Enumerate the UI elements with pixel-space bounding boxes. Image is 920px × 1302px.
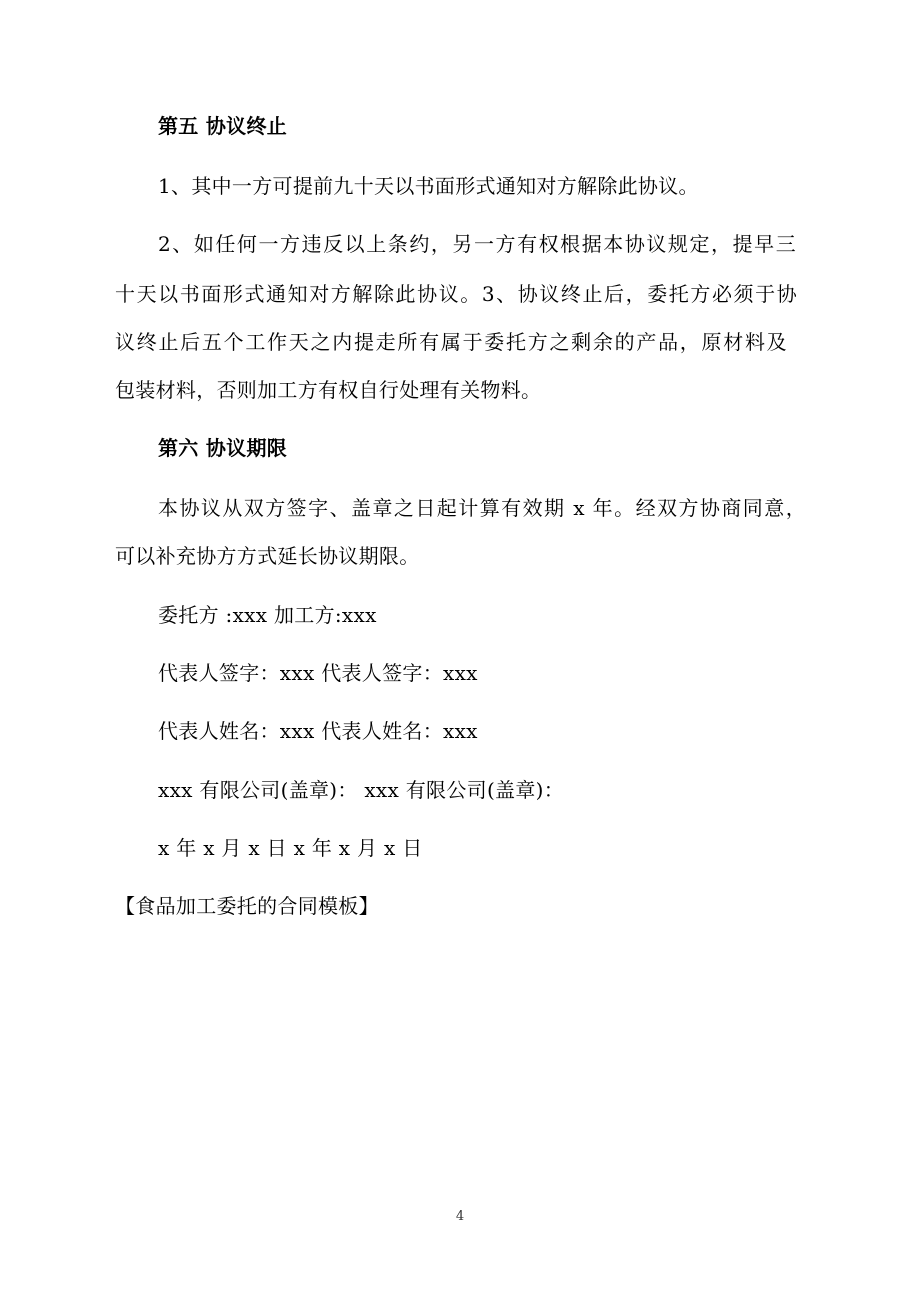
- section-5-clause-1: 1、其中一方可提前九十天以书面形式通知对方解除此协议。: [158, 174, 699, 198]
- signature-representative-name: 代表人姓名：xxx 代表人姓名：xxx: [158, 719, 478, 743]
- section-5-clause-2-line-4: 包装材料，否则加工方有权自行处理有关物料。: [115, 378, 542, 402]
- next-document-title: 【食品加工委托的合同模板】: [115, 894, 379, 918]
- section-5-clause-2-line-1: 2、如任何一方违反以上条约，另一方有权根据本协议规定，提早三: [158, 232, 796, 256]
- section-6-heading: 第六 协议期限: [158, 436, 288, 460]
- signature-date: x 年 x 月 x 日 x 年 x 月 x 日: [158, 836, 423, 860]
- section-6-paragraph-line-1: 本协议从双方签字、盖章之日起计算有效期 x 年。经双方协商同意，: [158, 496, 806, 520]
- signature-company-seal: xxx 有限公司(盖章)： xxx 有限公司(盖章)：: [158, 778, 565, 802]
- section-5-clause-2-line-3: 议终止后五个工作天之内提走所有属于委托方之剩余的产品，原材料及: [115, 330, 787, 354]
- section-5-clause-2-line-2: 十天以书面形式通知对方解除此协议。3、协议终止后，委托方必须于协: [115, 282, 797, 306]
- signature-representative-signature: 代表人签字：xxx 代表人签字：xxx: [158, 661, 478, 685]
- signature-parties: 委托方 :xxx 加工方:xxx: [158, 603, 377, 627]
- section-5-heading: 第五 协议终止: [158, 114, 288, 138]
- section-6-paragraph-line-2: 可以补充协方方式延长协议期限。: [115, 544, 420, 568]
- page-number: 4: [455, 1209, 465, 1224]
